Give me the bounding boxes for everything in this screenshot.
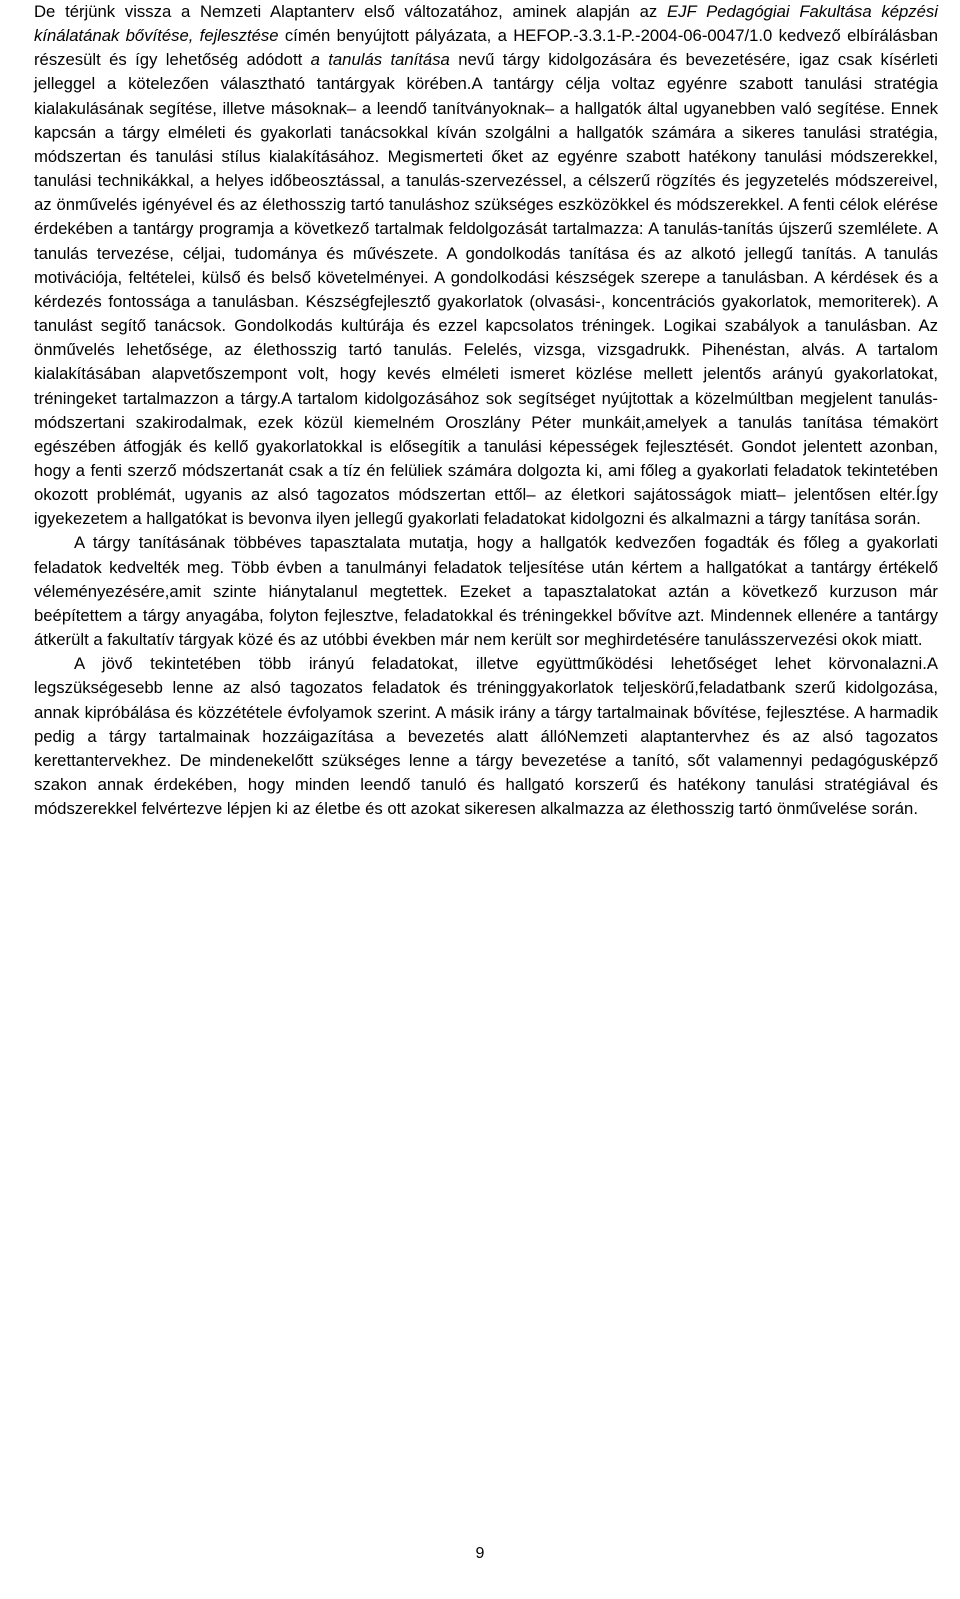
- paragraph-1: [34, 0, 938, 531]
- paragraph-1-intro-after: címén benyújtott pályázata, a HEFOP.-3.3.1-P.-2004-06-0047/1.0 kedvező elbírálásban részesült és így lehetőség adódott: [34, 26, 939, 70]
- paragraph-1-body: nevű tárgy kidolgozására és bevezetésére, igaz csak kísérleti jelleggel a kötelezően választható tantárgyak körében.A tantárgy célja voltaz egyénre szabott tanulási stratégia kialakulásának segítése, illetve másoknak– a leendő tanítványoknak– a hallgatók által ugyanebben való segítése. Ennek kapcsán a tárgy elméleti és gyakorlati tanácsokkal kíván szolgálni a hallgatók számára a sikeres tanulási stratégia, módszertan és tanulási stílus kialakításához. Megismerteti őket az egyénre szabott hatékony tanulási módszerekkel, tanulási technikákkal, a helyes időbeosztással, a tanulás-szervezéssel, a célszerű rögzítés és jegyzetelés módszereivel, az önművelés igényével és az élethosszig tartó tanuláshoz szükséges eszközökkel és módszerekkel. A fenti célok elérése érdekében a tantárgy programja a következő tartalmak feldolgozását tartalmazza: A tanulás-tanítás újszerű szemlélete. A tanulás tervezése, céljai, tudománya és művészete. A gondolkodás tanítása és az alkotó jellegű tanítás. A tanulás motivációja, feltételei, külső és belső követelményei. A gondolkodási készségek szerepe a tanulásban. A kérdések és a kérdezés fontossága a tanulásban. Készségfejlesztő gyakorlatok (olvasási-, koncentrációs gyakorlatok, memoriterek). A tanulást segítő tanácsok. Gondolkodás kultúrája és ezzel kapcsolatos tréningek. Logikai szabályok a tanulásban. Az önművelés lehetősége, az élethosszig tartó tanulás. Felelés, vizsga, vizsgadrukk. Pihenéstan, alvás. A tartalom kialakításában alapvetőszempont volt, hogy kevés elméleti ismeret közlése mellett jelentős arányú gyakorlatokat, tréningeket tartalmazzon a tárgy.A tartalom kidolgozásához sok segítséget nyújtottak a közelmúltban megjelent tanulás-módszertani szakirodalmak, ezek közül kiemelném Oroszlány Péter munkáit,amelyek a tanulás tanítása témakört egészében átfogják és kellő gyakorlatokkal is elősegítik a tanulási képességek fejlesztését. Gondot jelentett azonban, hogy a fenti szerző módszertanát csak a tíz én felüliek számára dolgozta ki, ami főleg a gyakorlati feladatok tekintetében okozott problémát, ugyanis az alsó tagozatos módszertan ettől– az életkori sajátosságok miatt– jelentősen eltér.Így igyekezetem a hallgatókat is bevonva ilyen jellegű gyakorlati feladatokat kidolgozni és alkalmazni a tárgy tanítása során.: [34, 50, 938, 529]
- document-page: [34, 0, 938, 821]
- paragraph-1-intro: De térjünk vissza a Nemzeti Alaptanterv első változatához, aminek alapján az: [34, 2, 667, 21]
- paragraph-1-italic-title: EJF Pedagógiai Fakultása képzési kínálatának bővítése, fejlesztése: [34, 2, 938, 46]
- paragraph-1-italic-subject: a tanulás tanítása: [310, 50, 450, 70]
- paragraph-2: A tárgy tanításának többéves tapasztalata mutatja, hogy a hallgatók kedvezően fogadták és főleg a gyakorlati feladatok kedvelték meg. Több évben a tanulmányi feladatok teljesítése után kértem a hallgatókat a tantárgy értékelő véleményezésére,amit szinte hiánytalanul megtettek. Ezeket a tapasztalatokat aztán a következő kurzuson már beépítettem a tárgy anyagába, folyton fejlesztve, feladatokkal és tréningekkel bővítve azt. Mindennek ellenére a tantárgy átkerült a fakultatív tárgyak közé és az utóbbi években már nem került sor meghirdetésére tanulásszervezési okok miatt.: [34, 533, 938, 650]
- paragraph-3: A jövő tekintetében több irányú feladatokat, illetve együttműködési lehetőséget lehet körvonalazni.A legszükségesebb lenne az alsó tagozatos feladatok és tréninggyakorlatok teljeskörű,feladatbank szerű kidolgozása, annak kipróbálása és közzététele évfolyamok szerint. A másik irány a tárgy tartalmainak bővítése, fejlesztése. A harmadik pedig a tárgy tartalmainak hozzáigazítása a bevezetés alatt állóNemzeti alaptantervhez és az alsó tagozatos kerettantervekhez. De mindenekelőtt szükséges lenne a tárgy bevezetése a tanító, sőt valamennyi pedagógusképző szakon annak érdekében, hogy minden leendő tanuló és hallgató korszerű és hatékony tanulási stratégiával és módszerekkel felvértezve lépjen ki az életbe és ott azokat sikeresen alkalmazza az élethosszig tartó önművelése során.: [34, 654, 938, 819]
- page-number: 9: [475, 1545, 485, 1562]
